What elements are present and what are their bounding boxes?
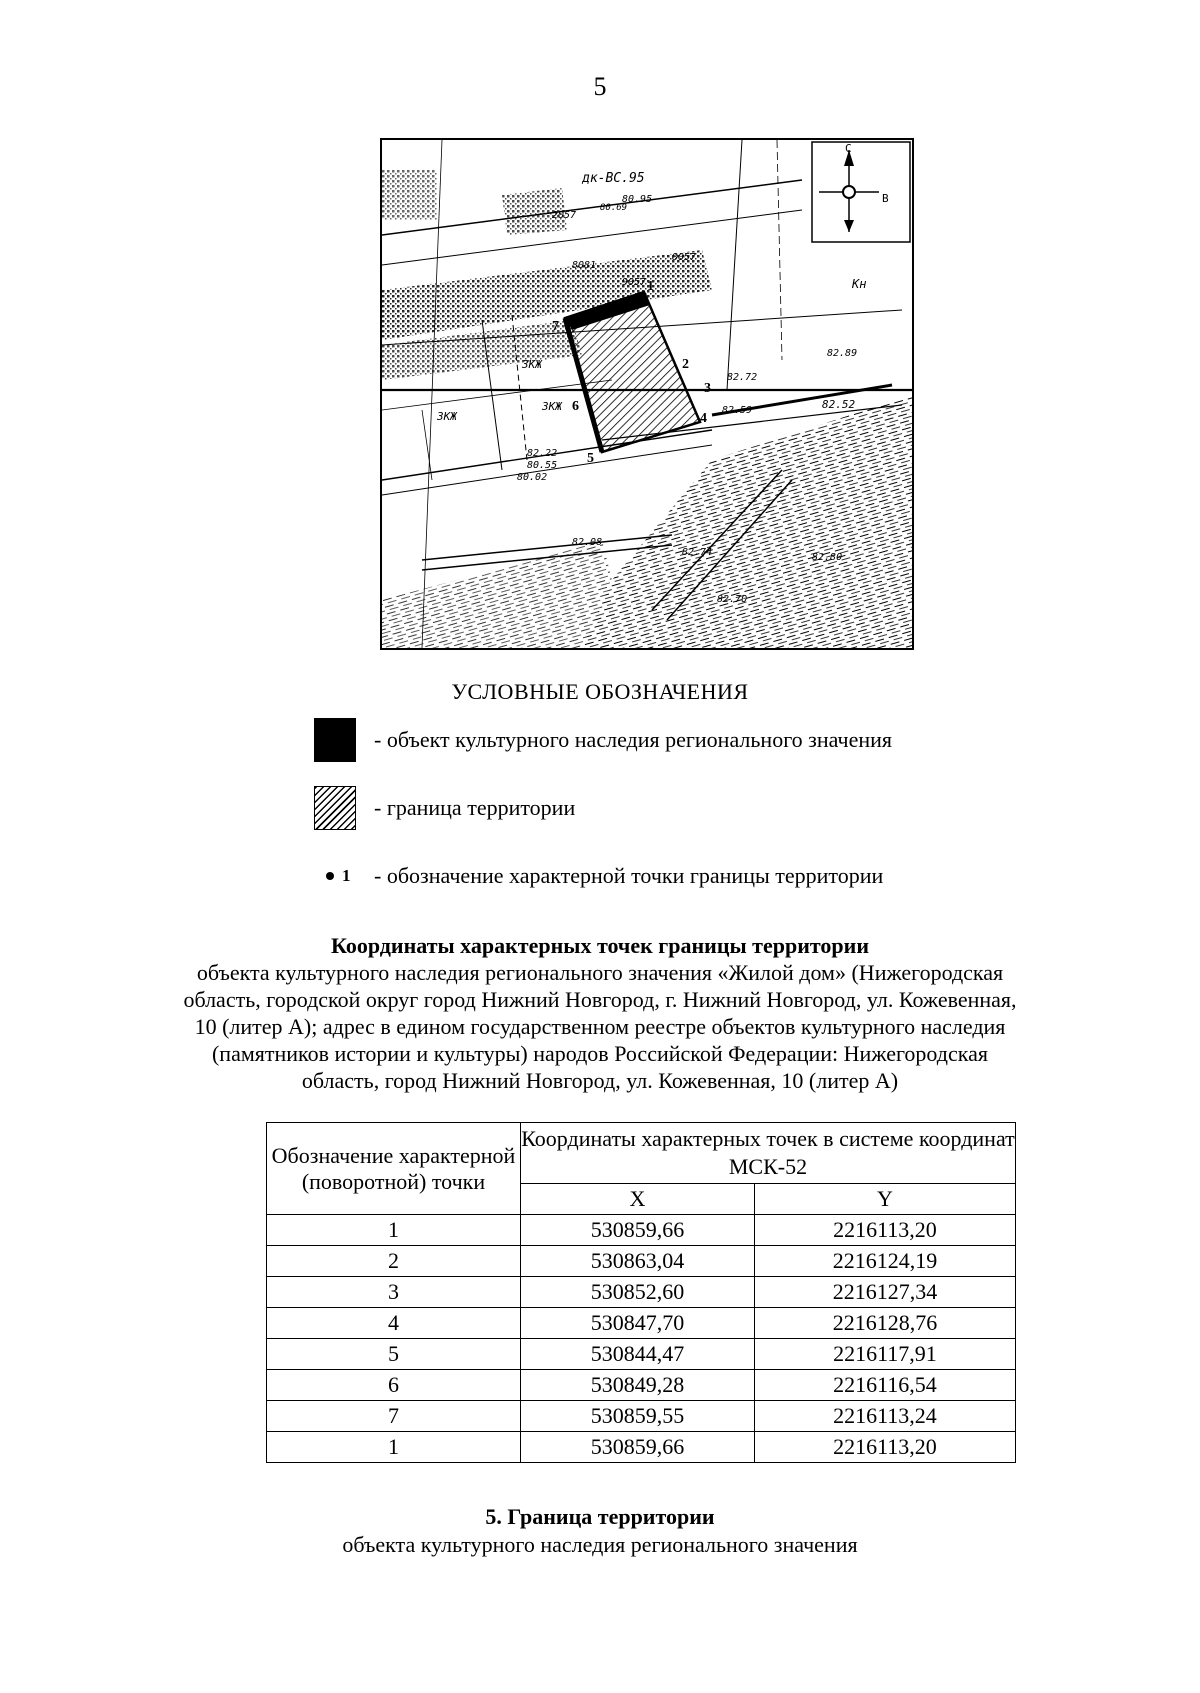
- map-label: 8057: [672, 252, 697, 263]
- map-label: 82.22: [527, 448, 558, 459]
- compass-label: В: [882, 192, 889, 205]
- cell-x: 530844,47: [521, 1339, 755, 1370]
- map-label: 82.89: [827, 348, 858, 359]
- cell-x: 530859,66: [521, 1432, 755, 1463]
- cell-y: 2216113,20: [754, 1215, 1015, 1246]
- map-label: 82.80: [812, 552, 843, 563]
- cell-point: 5: [267, 1339, 521, 1370]
- boundary-point-label: 2: [682, 357, 689, 372]
- map-label: 9057: [622, 277, 647, 288]
- map-label: Кн: [852, 277, 867, 291]
- point-marker-icon: [314, 854, 356, 898]
- cell-point: 1: [267, 1432, 521, 1463]
- table-row: [267, 1339, 1016, 1370]
- legend-item-object: [314, 717, 892, 763]
- map-label: 80.95: [622, 194, 653, 205]
- legend-text: - обозначение характерной точки границы территории: [374, 863, 884, 888]
- boundary-point-label: 5: [587, 451, 594, 466]
- north-arrow-icon: [812, 142, 910, 242]
- site-plan-map: [380, 138, 914, 650]
- legend-point-label: 1: [342, 866, 351, 885]
- legend-title: УСЛОВНЫЕ ОБОЗНАЧЕНИЯ: [451, 679, 749, 704]
- cell-point: 2: [267, 1246, 521, 1277]
- cell-point: 1: [267, 1215, 521, 1246]
- solid-square-icon: [314, 718, 356, 762]
- column-header-coordinates: Координаты характерных точек в системе координат МСК-52: [521, 1123, 1016, 1184]
- legend-text: - граница территории: [374, 795, 576, 820]
- map-label: 3КЖ: [542, 400, 562, 413]
- table-row: [267, 1308, 1016, 1339]
- map-label: 8081: [572, 260, 597, 271]
- cell-y: 2216128,76: [754, 1308, 1015, 1339]
- boundary-point-label: 7: [552, 319, 559, 334]
- map-label: 80.55: [527, 460, 558, 471]
- page-number: 5: [593, 72, 607, 101]
- table-row: [267, 1401, 1016, 1432]
- cell-point: 4: [267, 1308, 521, 1339]
- map-label: 82.52: [822, 398, 856, 411]
- cell-point: 6: [267, 1370, 521, 1401]
- legend-text: - объект культурного наследия регионального значения: [374, 727, 893, 752]
- cell-y: 2216113,20: [754, 1432, 1015, 1463]
- table-row: [267, 1246, 1016, 1277]
- cell-y: 2216117,91: [754, 1339, 1015, 1370]
- map-label: дк-ВС.95: [582, 171, 645, 186]
- column-header-x: X: [521, 1184, 755, 1215]
- territory-boundary: [565, 292, 700, 452]
- boundary-point-label: 1: [647, 279, 654, 294]
- map-label: 2057: [552, 210, 577, 221]
- boundary-point-label: 6: [572, 399, 579, 414]
- cell-x: 530859,66: [521, 1215, 755, 1246]
- map-label: 82.74: [682, 547, 713, 558]
- coordinates-heading: [150, 932, 1050, 1094]
- legend-item-point: [314, 853, 883, 899]
- section-5-heading: [0, 1503, 1200, 1559]
- cell-x: 530849,28: [521, 1370, 755, 1401]
- map-label: 82.72: [727, 372, 758, 383]
- coordinates-description-line: область, город Нижний Новгород, ул. Кожевенная, 10 (литер А): [301, 1068, 899, 1093]
- cell-x: 530859,55: [521, 1401, 755, 1432]
- legend-item-boundary: [314, 785, 575, 831]
- map-label: 82.59: [722, 405, 753, 416]
- table-row: [267, 1277, 1016, 1308]
- coordinates-description-line: область, городской округ город Нижний Новгород, г. Нижний Новгород, ул. Кожевенная,: [183, 987, 1017, 1012]
- hatched-square-icon: [314, 786, 356, 830]
- section-subtitle: объекта культурного наследия регионального значения: [342, 1532, 858, 1557]
- coordinates-title: Координаты характерных точек границы территории: [330, 933, 870, 958]
- coordinates-description-line: (памятников истории и культуры) народов Российской Федерации: Нижегородская: [211, 1041, 988, 1066]
- cell-point: 7: [267, 1401, 521, 1432]
- cell-y: 2216124,19: [754, 1246, 1015, 1277]
- map-label: 80.69: [600, 203, 628, 213]
- cell-point: 3: [267, 1277, 521, 1308]
- map-label: 82.70: [717, 594, 748, 605]
- section-title: 5. Граница территории: [485, 1504, 715, 1529]
- table-row: [267, 1370, 1016, 1401]
- map-label: 3КЖ: [437, 410, 457, 423]
- map-label: 80.02: [517, 472, 548, 483]
- cell-x: 530847,70: [521, 1308, 755, 1339]
- coordinates-table: [266, 1122, 1016, 1463]
- cell-y: 2216113,24: [754, 1401, 1015, 1432]
- coordinates-description-line: 10 (литер А); адрес в едином государственном реестре объектов культурного наследия: [194, 1014, 1006, 1039]
- cell-x: 530863,04: [521, 1246, 755, 1277]
- cell-y: 2216116,54: [754, 1370, 1015, 1401]
- column-header-point: Обозначение характерной (поворотной) точки: [267, 1123, 521, 1215]
- map-label: 82.08: [572, 537, 603, 548]
- column-header-y: Y: [754, 1184, 1015, 1215]
- cell-x: 530852,60: [521, 1277, 755, 1308]
- table-row: [267, 1432, 1016, 1463]
- map-label: 3КЖ: [522, 358, 542, 371]
- cell-y: 2216127,34: [754, 1277, 1015, 1308]
- boundary-point-label: 3: [704, 381, 711, 396]
- table-row: [267, 1215, 1016, 1246]
- compass-label: С: [845, 142, 852, 155]
- boundary-point-label: 4: [700, 411, 707, 426]
- coordinates-description-line: объекта культурного наследия регионального значения «Жилой дом» (Нижегородская: [196, 960, 1004, 985]
